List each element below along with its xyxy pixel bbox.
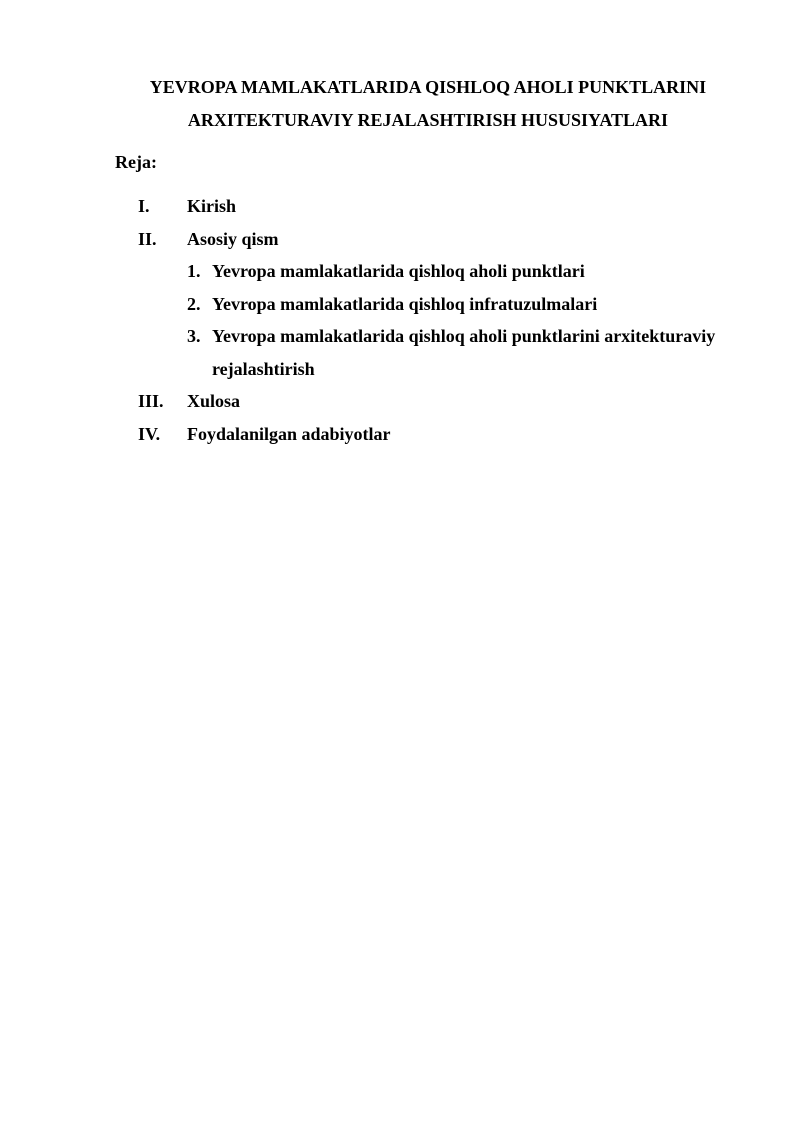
outline-numeral: III.	[138, 391, 164, 411]
outline-numeral: I.	[138, 196, 150, 216]
document-title-line-1: YEVROPA MAMLAKATLARIDA QISHLOQ AHOLI PUNKTLARINI	[149, 77, 707, 97]
outline-subitem-label: Yevropa mamlakatlarida qishloq aholi punktlarini arxitekturaviy	[212, 326, 716, 346]
outline-subitem-label-continuation: rejalashtirish	[212, 359, 315, 379]
outline-label: Xulosa	[187, 391, 241, 411]
outline-subitem-label: Yevropa mamlakatlarida qishloq infratuzulmalari	[212, 294, 598, 314]
outline-label: Kirish	[187, 196, 237, 216]
outline-subitem-number: 1.	[187, 261, 201, 281]
outline-numeral: II.	[138, 229, 157, 249]
outline-label: Asosiy qism	[187, 229, 279, 249]
outline-subitem-number: 2.	[187, 294, 201, 314]
outline-subitem-label: Yevropa mamlakatlarida qishloq aholi punktlari	[212, 261, 585, 281]
plan-heading: Reja:	[115, 152, 157, 172]
outline-label: Foydalanilgan adabiyotlar	[187, 424, 391, 444]
outline-subitem-number: 3.	[187, 326, 201, 346]
outline-numeral: IV.	[138, 424, 161, 444]
document-title-line-2: ARXITEKTURAVIY REJALASHTIRISH HUSUSIYATLARI	[187, 110, 669, 130]
